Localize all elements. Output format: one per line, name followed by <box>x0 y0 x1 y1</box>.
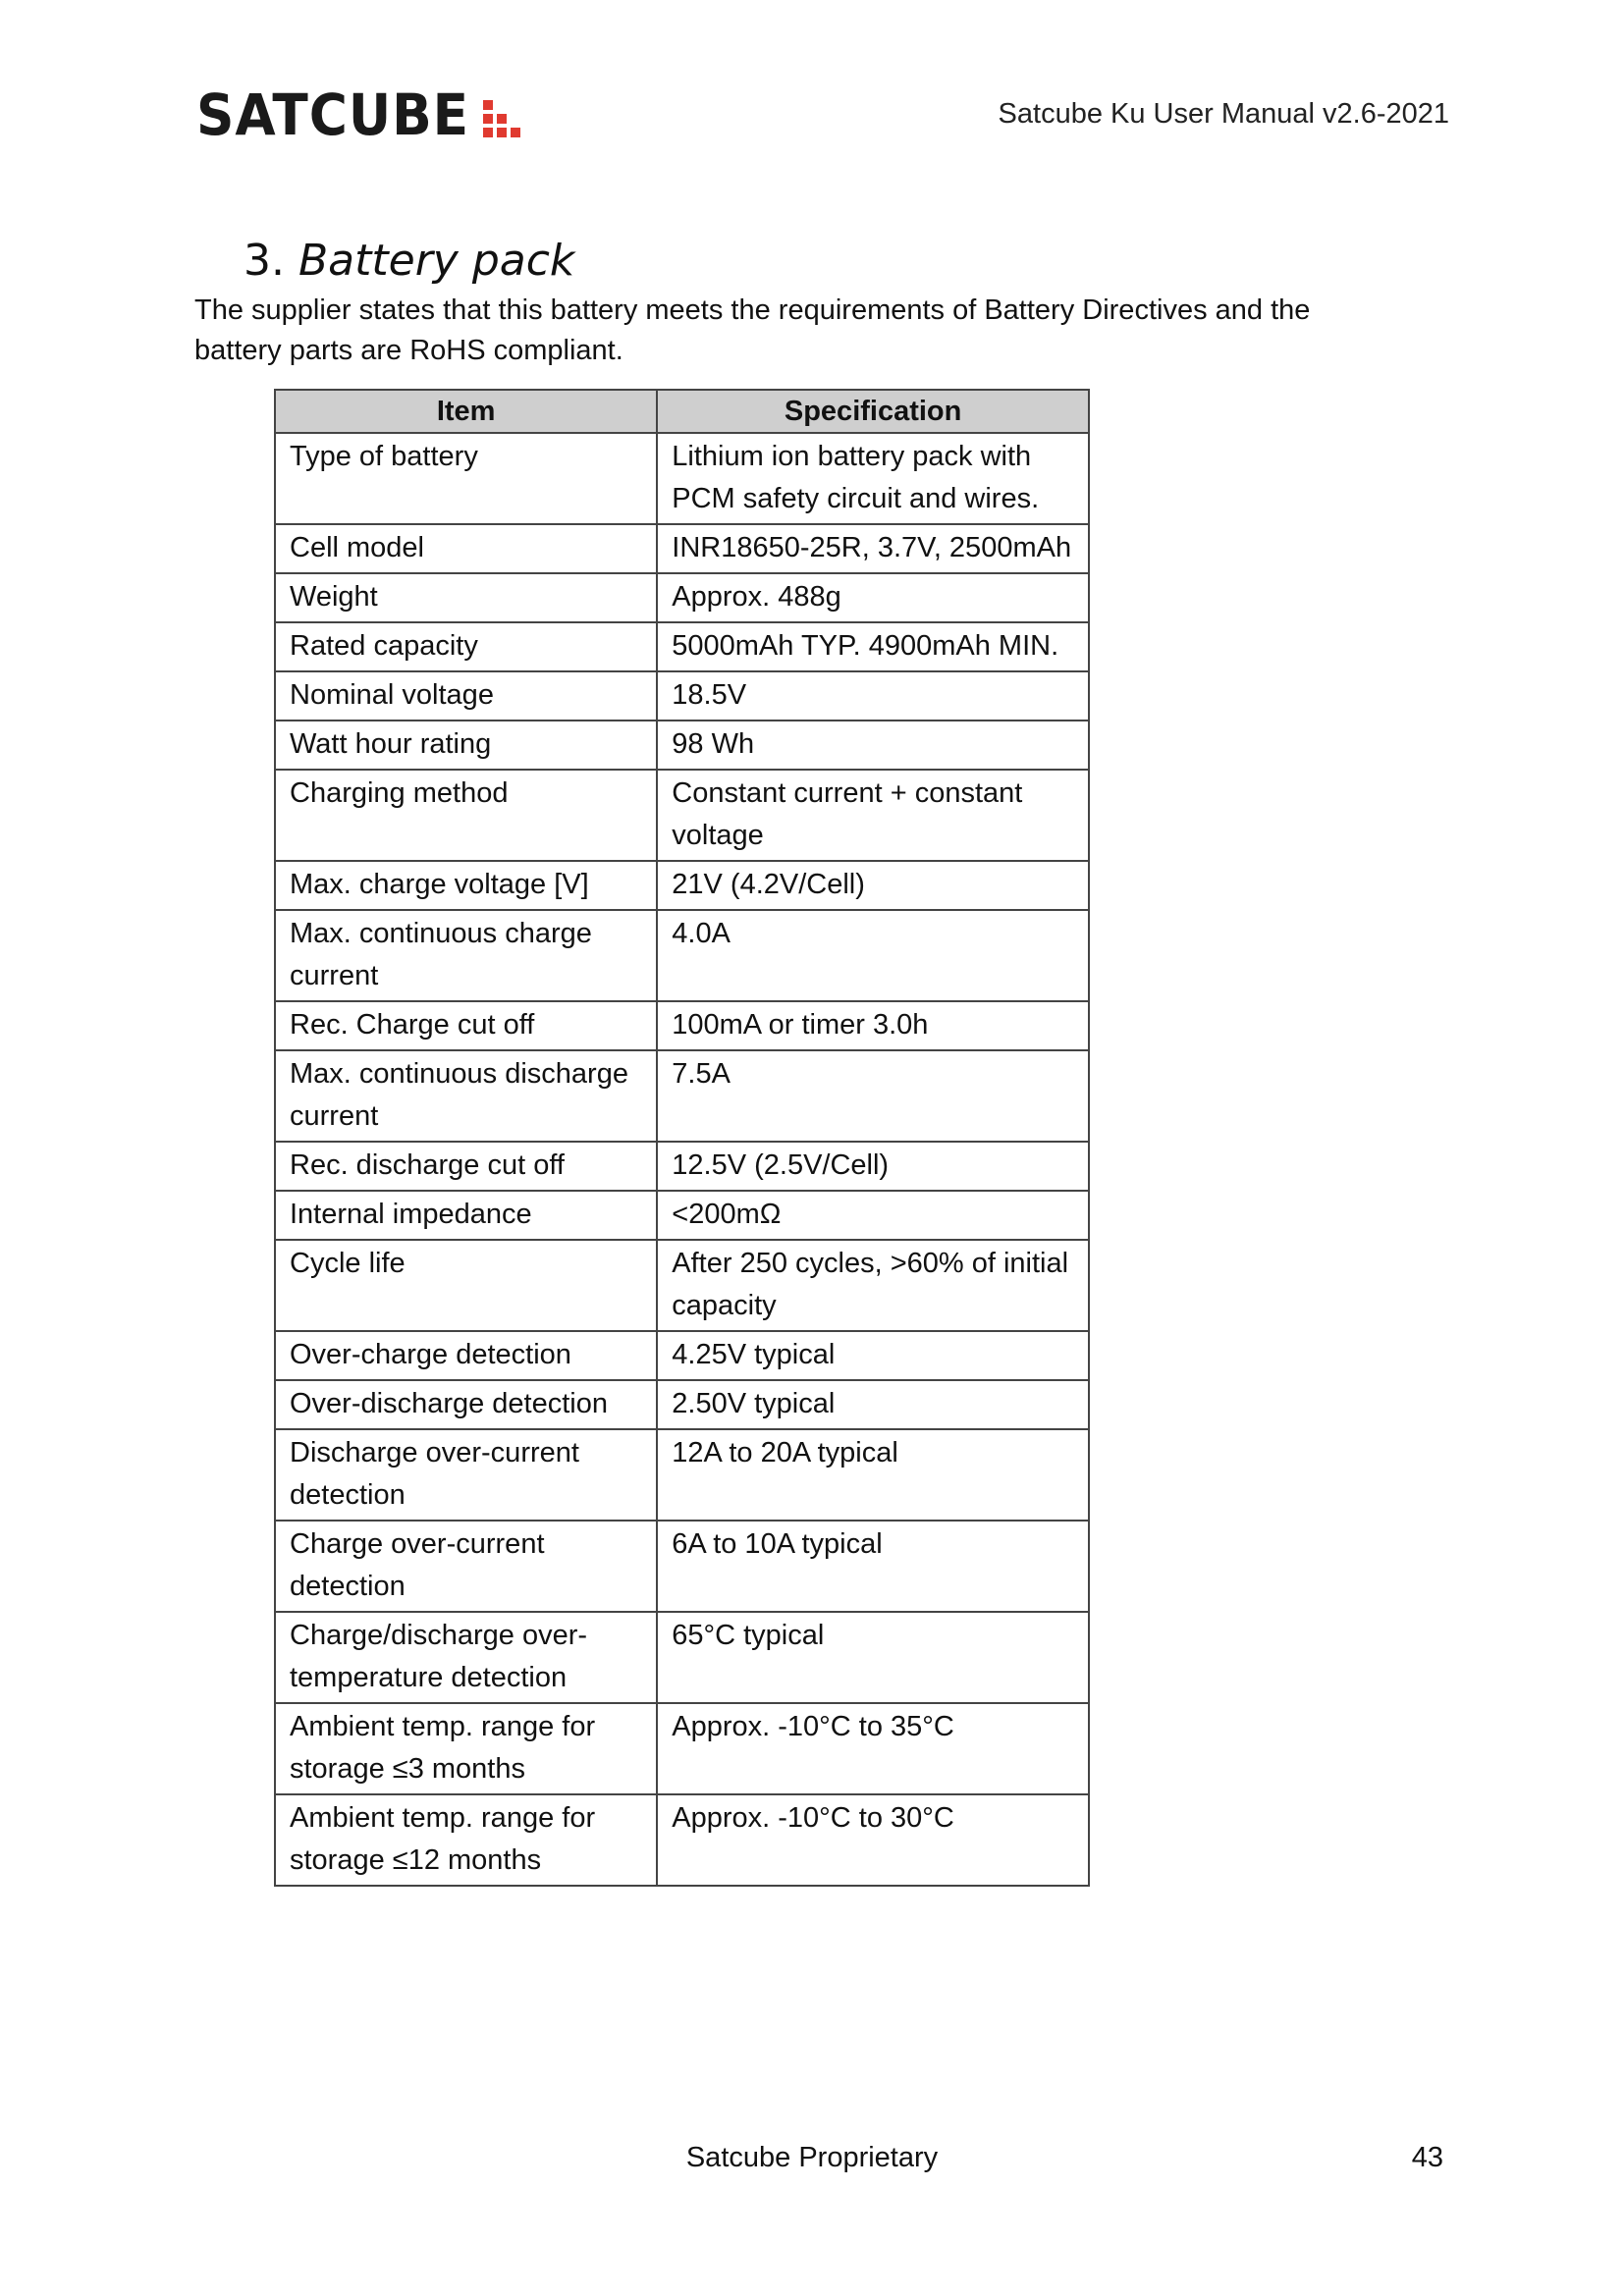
item-cell: Max. continuous charge current <box>275 910 657 1001</box>
table-row <box>275 671 1089 721</box>
table-row <box>275 433 1089 524</box>
page-number: 43 <box>1411 2142 1443 2173</box>
spec-cell: Approx. -10°C to 35°C <box>657 1703 1089 1794</box>
item-cell: Nominal voltage <box>275 671 657 721</box>
table-row <box>275 1191 1089 1240</box>
table-row <box>275 1794 1089 1886</box>
item-cell: Charge/discharge over-temperature detection <box>275 1612 657 1703</box>
spec-cell: 2.50V typical <box>657 1380 1089 1429</box>
intro-paragraph: The supplier states that this battery meets the requirements of Battery Directives and the battery parts are RoHS compliant. <box>194 294 1311 366</box>
spec-cell: 4.0A <box>657 910 1089 1001</box>
item-cell: Cycle life <box>275 1240 657 1331</box>
item-cell: Discharge over-current detection <box>275 1429 657 1521</box>
spec-cell: 100mA or timer 3.0h <box>657 1001 1089 1050</box>
item-cell: Rec. discharge cut off <box>275 1142 657 1191</box>
spec-cell: 12A to 20A typical <box>657 1429 1089 1521</box>
spec-cell: Lithium ion battery pack with PCM safety circuit and wires. <box>657 433 1089 524</box>
table-row <box>275 1612 1089 1703</box>
document-title: Satcube Ku User Manual v2.6-2021 <box>998 98 1449 130</box>
table-row <box>275 1142 1089 1191</box>
table-row <box>275 1001 1089 1050</box>
item-cell: Internal impedance <box>275 1191 657 1240</box>
item-cell: Charging method <box>275 770 657 861</box>
spec-cell: Approx. 488g <box>657 573 1089 622</box>
spec-cell: 7.5A <box>657 1050 1089 1142</box>
item-cell: Weight <box>275 573 657 622</box>
logo-text: SATCUBE <box>196 81 470 148</box>
table-row <box>275 1331 1089 1380</box>
item-cell: Ambient temp. range for storage ≤3 months <box>275 1703 657 1794</box>
spec-cell: Constant current + constant voltage <box>657 770 1089 861</box>
table-row <box>275 1429 1089 1521</box>
table-row <box>275 910 1089 1001</box>
item-cell: Rated capacity <box>275 622 657 671</box>
item-cell: Type of battery <box>275 433 657 524</box>
item-cell: Over-charge detection <box>275 1331 657 1380</box>
section-title: Battery pack <box>298 236 575 286</box>
spec-cell: 21V (4.2V/Cell) <box>657 861 1089 910</box>
item-cell: Max. charge voltage [V] <box>275 861 657 910</box>
spec-cell: After 250 cycles, >60% of initial capacity <box>657 1240 1089 1331</box>
spec-cell: INR18650-25R, 3.7V, 2500mAh <box>657 524 1089 573</box>
table-row <box>275 573 1089 622</box>
item-cell: Charge over-current detection <box>275 1521 657 1612</box>
item-cell: Cell model <box>275 524 657 573</box>
table-row <box>275 1240 1089 1331</box>
battery-spec-table <box>274 389 1090 1887</box>
table-header-row <box>275 390 1089 433</box>
spec-cell: 18.5V <box>657 671 1089 721</box>
spec-cell: 5000mAh TYP. 4900mAh MIN. <box>657 622 1089 671</box>
table-row <box>275 622 1089 671</box>
table-row <box>275 721 1089 770</box>
table-row <box>275 1380 1089 1429</box>
section-heading <box>244 236 574 286</box>
item-cell: Rec. Charge cut off <box>275 1001 657 1050</box>
table-row <box>275 770 1089 861</box>
spec-cell: 6A to 10A typical <box>657 1521 1089 1612</box>
spec-cell: 4.25V typical <box>657 1331 1089 1380</box>
spec-cell: Approx. -10°C to 30°C <box>657 1794 1089 1886</box>
table-row <box>275 524 1089 573</box>
header-item: Item <box>275 390 657 433</box>
table-row <box>275 1521 1089 1612</box>
table-row <box>275 1050 1089 1142</box>
item-cell: Ambient temp. range for storage ≤12 months <box>275 1794 657 1886</box>
spec-cell: 65°C typical <box>657 1612 1089 1703</box>
footer-proprietary: Satcube Proprietary <box>685 2142 939 2173</box>
spec-cell: 12.5V (2.5V/Cell) <box>657 1142 1089 1191</box>
satcube-logo <box>196 81 520 148</box>
spec-cell: <200mΩ <box>657 1191 1089 1240</box>
item-cell: Watt hour rating <box>275 721 657 770</box>
item-cell: Max. continuous discharge current <box>275 1050 657 1142</box>
logo-dots-icon <box>483 100 520 137</box>
header-specification: Specification <box>657 390 1089 433</box>
item-cell: Over-discharge detection <box>275 1380 657 1429</box>
spec-cell: 98 Wh <box>657 721 1089 770</box>
section-number: 3. <box>244 236 285 286</box>
table-row <box>275 861 1089 910</box>
table-row <box>275 1703 1089 1794</box>
